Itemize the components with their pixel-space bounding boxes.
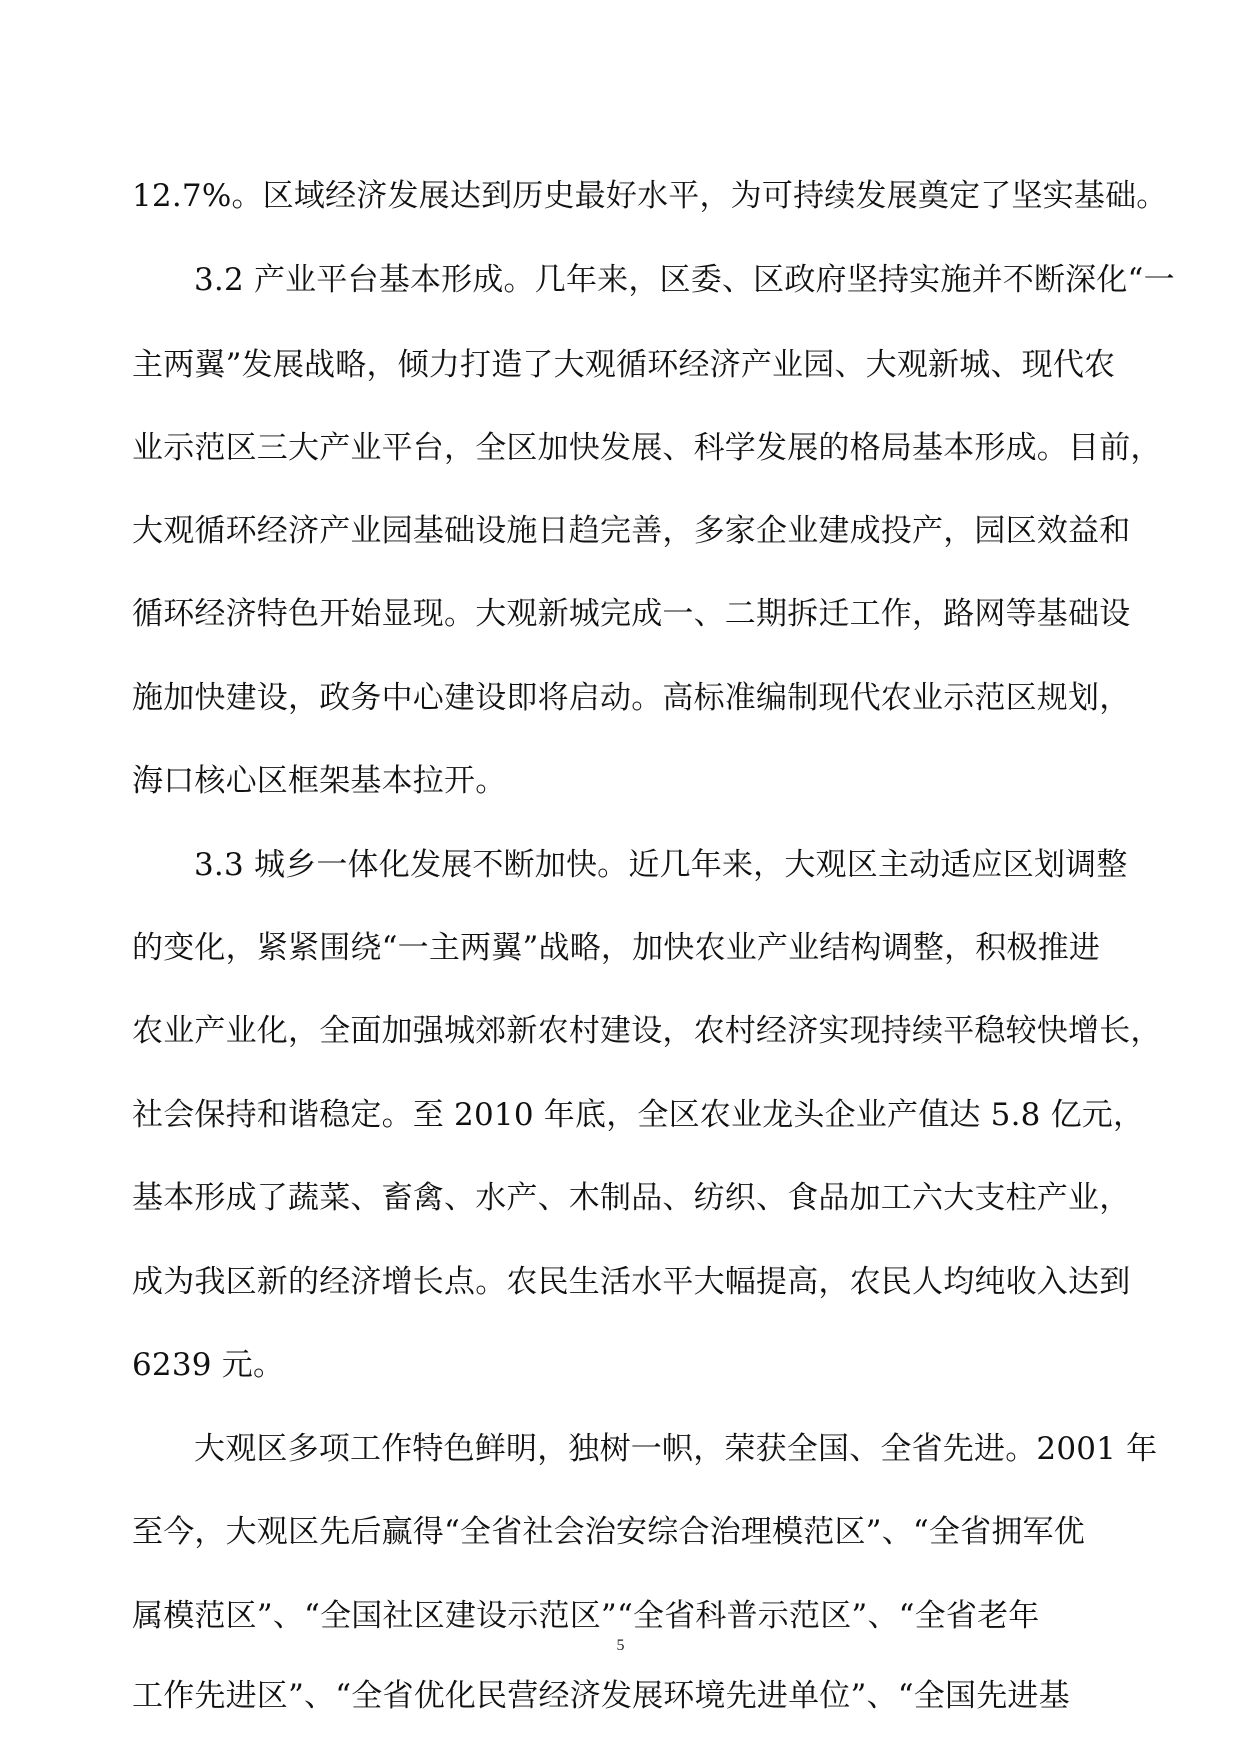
text-line: 成为我区新的经济增长点。农民生活水平大幅提高，农民人均纯收入达到 [132,1264,1131,1300]
text-line: 大观循环经济产业园基础设施日趋完善，多家企业建成投产，园区效益和 [132,513,1131,549]
text-line: 农业产业化，全面加强城郊新农村建设，农村经济实现持续平稳较快增长， [132,1013,1162,1049]
text-line: 的变化，紧紧围绕“一主两翼”战略，加快农业产业结构调整，积极推进 [132,930,1101,966]
text-line: 至今，大观区先后赢得“全省社会治安综合治理模范区”、“全省拥军优 [132,1514,1085,1550]
text-line: 循环经济特色开始显现。大观新城完成一、二期拆迁工作，路网等基础设 [132,596,1131,632]
text-line: 3.2 产业平台基本形成。几年来，区委、区政府坚持实施并不断深化“一 [194,262,1175,298]
text-line: 12.7%。区域经济发展达到历史最好水平，为可持续发展奠定了坚实基础。 [132,178,1168,214]
text-line: 社会保持和谐稳定。至 2010 年底，全区农业龙头企业产值达 5.8 亿元， [132,1097,1145,1133]
text-line: 工作先进区”、“全省优化民营经济发展环境先进单位”、“全国先进基 [132,1678,1070,1714]
text-line: 6239 元。 [132,1347,285,1383]
text-line: 基本形成了蔬菜、畜禽、水产、木制品、纺织、食品加工六大支柱产业， [132,1180,1131,1216]
text-line: 海口核心区框架基本拉开。 [132,763,507,799]
text-line: 施加快建设，政务中心建设即将启动。高标准编制现代农业示范区规划， [132,680,1131,716]
text-line: 属模范区”、“全国社区建设示范区”“全省科普示范区”、“全省老年 [132,1598,1040,1634]
text-line: 大观区多项工作特色鲜明，独树一帜，荣获全国、全省先进。2001 年 [194,1431,1158,1467]
text-line: 主两翼”发展战略，倾力打造了大观循环经济产业园、大观新城、现代农 [132,347,1116,383]
text-line: 3.3 城乡一体化发展不断加快。近几年来，大观区主动适应区划调整 [194,847,1128,883]
page-number: 5 [616,1637,625,1654]
text-line: 业示范区三大产业平台，全区加快发展、科学发展的格局基本形成。目前， [132,430,1162,466]
